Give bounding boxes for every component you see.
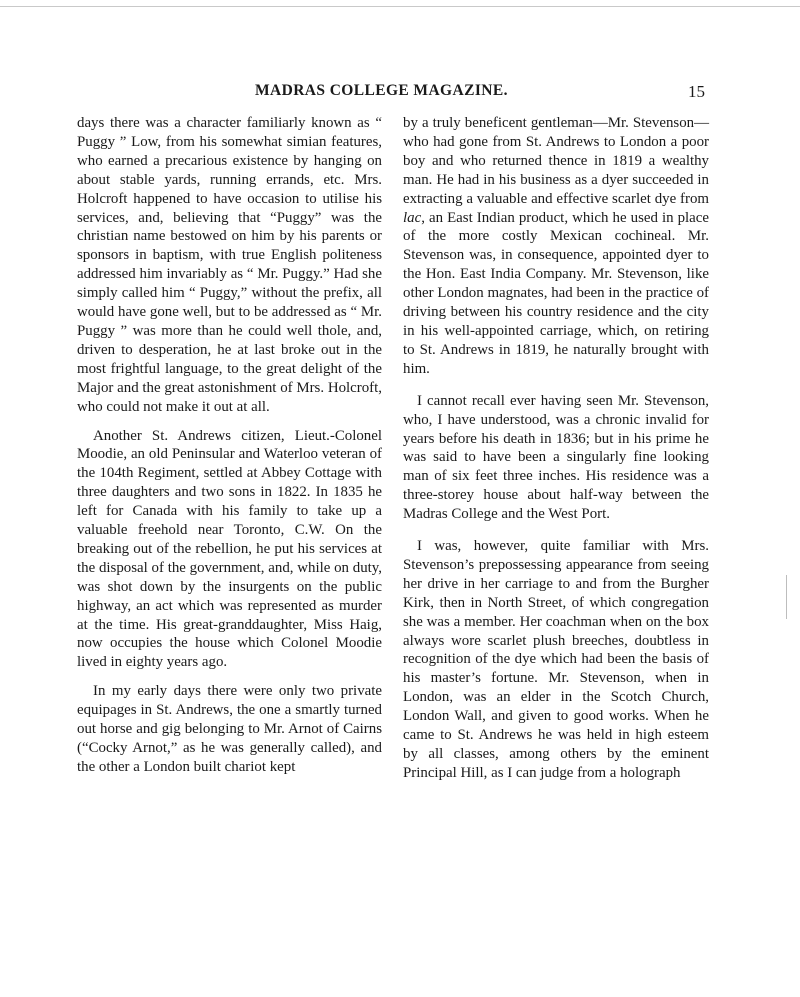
right-column xyxy=(403,114,709,796)
text-run: , an East Indian product, which he used in place of the more costly Mexican cochineal. Mr. Stevenson was, in consequence, appointed dyer to the Hon. East India Company. Mr. Stevenson, like other London magnates, had been in the practice of driving between his country residence and the city in his well-appointed carriage, which, on retiring to St. Andrews in 1819, he naturally brought with him. xyxy=(403,209,709,377)
page-number: 15 xyxy=(688,82,705,101)
left-column xyxy=(77,114,382,787)
page-edge-mark xyxy=(786,575,793,619)
paragraph-mrs-stevenson: I was, however, quite familiar with Mrs. Stevenson’s prepossessing appearance from seeing her drive in her carriage to and from the Burgher Kirk, then in North Street, of which congregation she was a member. Her coachman when on the box always wore scarlet plush breeches, doubtless in recognition of the dye which had been the basis of his master’s fortune. Mr. Stevenson, when in London, was an elder in the Scotch Church, London Wall, and given to good works. When he came to St. Andrews he was held in high esteem by all classes, among others by the eminent Principal Hill, as I can judge from a holograph xyxy=(403,538,709,781)
italic-term-lac: lac xyxy=(403,209,422,226)
paragraph-mr-stevenson xyxy=(403,114,709,379)
paragraph-colonel-moodie: Another St. Andrews citizen, Lieut.-Colonel Moodie, an old Peninsular and Waterloo veteran of the 104th Regiment, settled at Abbey Cottage with three daughters and two sons in 1822. In 1835 he left for Canada with his family to take up a valuable freehold near Toronto, C.W. On the breaking out of the rebellion, he put his services at the disposal of the government, and, while on duty, was shot down by the insurgents on the public highway, an act which was represented as murder at the time. His great-granddaughter, Miss Haig, now occupies the house which Colonel Moodie lived in eighty years ago. xyxy=(77,427,382,671)
paragraph-puggy: days there was a character familiarly known as “ Puggy ” Low, from his somewhat simian features, who earned a precarious existence by hanging on about stable yards, running errands, etc. Mrs. Holcroft happened to have occasion to utilise his services, and, believing that “Puggy” was the christian name bestowed on him by his parents or sponsors in baptism, with true English politeness addressed him invariably as “ Mr. Puggy.” Had she simply called him “ Puggy,” without the prefix, all would have gone well, but to be addressed as “ Mr. Puggy ” was more than he could well thole, and, driven to desperation, he at last broke out in the most frightful language, to the great delight of the Major and the great astonishment of Mrs. Holcroft, who could not make it out at all. xyxy=(77,115,382,415)
magazine-title: MADRAS COLLEGE MAGAZINE. xyxy=(255,82,508,99)
paragraph-stevenson-residence: I cannot recall ever having seen Mr. Stevenson, who, I have understood, was a chronic invalid for years before his death in 1836; but in his prime he was said to have been a singularly fine looking man of six feet three inches. His residence was a three-storey house about half-way between the Madras College and the West Port. xyxy=(403,392,709,523)
running-header xyxy=(0,82,800,106)
paragraph-equipages: In my early days there were only two private equipages in St. Andrews, the one a smartly turned out horse and gig belonging to Mr. Arnot of Cairns (“Cocky Arnot,” as he was generally called), and the other a London built chariot kept xyxy=(77,683,382,775)
top-scan-rule xyxy=(0,6,800,7)
text-run: by a truly beneficent gentleman—Mr. Stevenson—who had gone from St. Andrews to London a poor boy and who returned thence in 1819 a wealthy man. He had in his business as a dyer succeeded in extracting a valuable and effective scarlet dye from xyxy=(403,115,709,207)
